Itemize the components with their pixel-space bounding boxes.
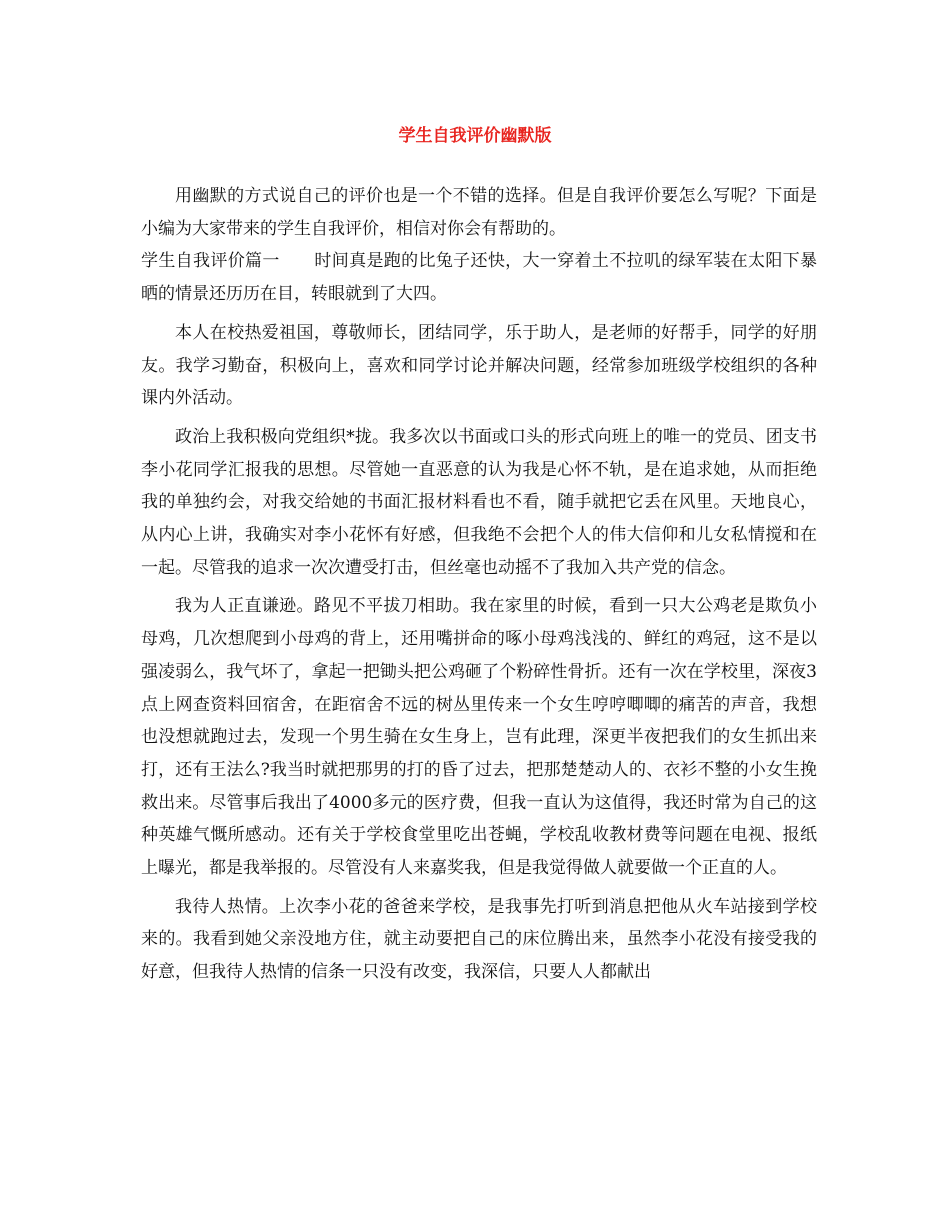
paragraph-politics: 政治上我积极向党组织*拢。我多次以书面或口头的形式向班上的唯一的党员、团支书李小花同学汇报我的思想。尽管她一直恶意的认为我是心怀不轨，是在追求她，从而拒绝我的单独约会，对我交给她的书面汇报材料看也不看，随手就把它丢在风里。天地良心，从内心上讲，我确实对李小花怀有好感，但我绝不会把个人的伟大信仰和儿女私情搅和在一起。尽管我的追求一次次遭受打击，但丝毫也动摇不了我加入共产党的信念。 (141, 426, 817, 578)
paragraph-section-heading: 学生自我评价篇一 时间真是跑的比兔子还快，大一穿着土不拉叽的绿军装在太阳下暴晒的情景还历历在目，转眼就到了大四。 (141, 251, 817, 305)
paragraph-intro: 用幽默的方式说自己的评价也是一个不错的选择。但是自我评价要怎么写呢？下面是小编为大家带来的学生自我评价，相信对你会有帮助的。 (141, 186, 817, 239)
document-title: 学生自我评价幽默版 (398, 126, 552, 146)
paragraph-school-conduct: 本人在校热爱祖国，尊敬师长，团结同学，乐于助人，是老师的好帮手，同学的好朋友。我学习勤奋，积极向上，喜欢和同学讨论并解决问题，经常参加班级学校组织的各种课内外活动。 (141, 322, 817, 409)
paragraph-integrity: 我为人正直谦逊。路见不平拔刀相助。我在家里的时候，看到一只大公鸡老是欺负小母鸡，几次想爬到小母鸡的背上，还用嘴拼命的啄小母鸡浅浅的、鲜红的鸡冠，这不是以强凌弱么，我气坏了，拿起一把锄头把公鸡砸了个粉碎性骨折。还有一次在学校里，深夜3点上网查资料回宿舍，在距宿舍不远的树丛里传来一个女生哼哼唧唧的痛苦的声音，我想也没想就跑过去，发现一个男生骑在女生身上，岂有此理，深更半夜把我们的女生抓出来打，还有王法么?我当时就把那男的打的昏了过去，把那楚楚动人的、衣衫不整的小女生挽救出来。尽管事后我出了4000多元的医疗费，但我一直认为这值得，我还时常为自己的这种英雄气慨所感动。还有关于学校食堂里吃出苍蝇，学校乱收教材费等问题在电视、报纸上曝光，都是我举报的。尽管没有人来嘉奖我，但是我觉得做人就要做一个正直的人。 (141, 596, 817, 879)
document-body (141, 180, 817, 989)
paragraph-hospitality: 我待人热情。上次李小花的爸爸来学校，是我事先打听到消息把他从火车站接到学校来的。我看到她父亲没地方住，就主动要把自己的床位腾出来，虽然李小花没有接受我的好意，但我待人热情的信条一只没有改变，我深信，只要人人都献出 (141, 896, 817, 983)
